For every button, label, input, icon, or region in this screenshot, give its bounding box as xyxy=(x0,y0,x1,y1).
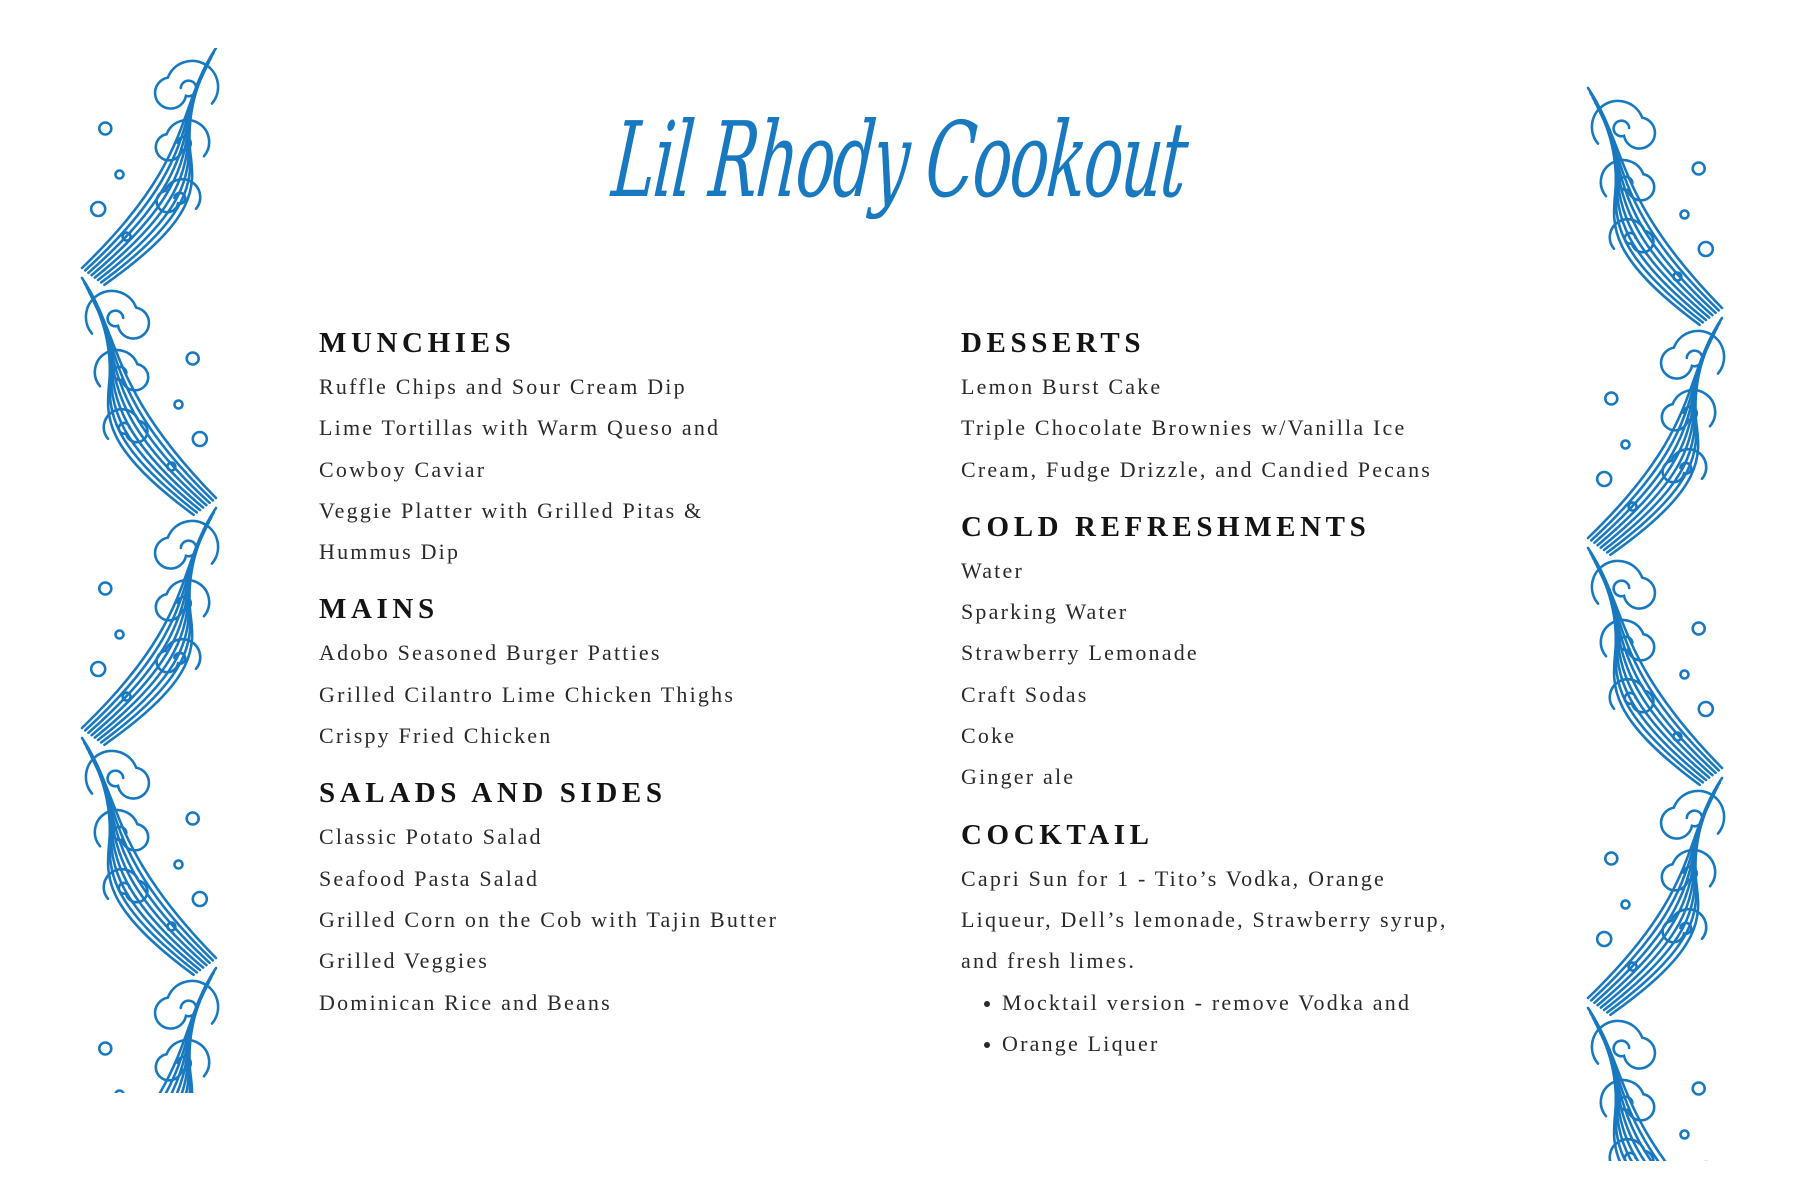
menu-title xyxy=(0,99,1800,221)
menu-item: Lime Tortillas with Warm Queso and xyxy=(319,415,721,441)
menu-item: Grilled Veggies xyxy=(319,948,490,974)
wave-crest xyxy=(1592,1021,1655,1069)
wave-line xyxy=(85,513,213,731)
wave-line xyxy=(82,738,216,958)
wave-crest xyxy=(1661,791,1724,839)
section-heading: COCKTAIL xyxy=(961,818,1154,851)
menu-item: Coke xyxy=(961,723,1017,749)
wave-pattern-icon xyxy=(1584,48,1726,1161)
mocktail-note-line: Mocktail version - remove Vodka and xyxy=(1002,982,1521,1023)
wave-line xyxy=(104,542,199,745)
menu-item: Ginger ale xyxy=(961,764,1076,790)
bubble-icon xyxy=(116,171,124,179)
wave-crest xyxy=(1661,331,1724,379)
menu-item: Hummus Dip xyxy=(319,539,461,565)
menu-item: Ruffle Chips and Sour Cream Dip xyxy=(319,374,687,399)
wave-crest xyxy=(155,521,218,569)
wave-line xyxy=(104,82,199,285)
wave-line xyxy=(1588,88,1722,308)
menu-column-right xyxy=(961,320,1521,1084)
wave-line xyxy=(1591,323,1719,541)
bubble-icon xyxy=(91,662,105,676)
wave-line xyxy=(1590,93,1718,311)
section-heading: COLD REFRESHMENTS xyxy=(961,510,1371,543)
bubble-icon xyxy=(187,813,199,825)
bubble-icon xyxy=(99,1043,111,1055)
bubble-icon xyxy=(1597,932,1611,946)
wave-line xyxy=(1590,1013,1718,1161)
menu-item: Adobo Seasoned Burger Patties xyxy=(319,640,662,666)
bubble-icon xyxy=(1693,1083,1705,1095)
bubble-icon xyxy=(1622,901,1630,909)
bubble-icon xyxy=(1681,1131,1689,1139)
menu-section-cold-refreshments xyxy=(961,504,1521,798)
bubble-icon xyxy=(1622,441,1630,449)
menu-item: Water xyxy=(961,557,1024,583)
bubble-icon xyxy=(1693,623,1705,635)
section-heading: MAINS xyxy=(319,593,439,626)
mocktail-note-line: Orange Liquer xyxy=(1002,1023,1521,1064)
bubble-icon xyxy=(99,583,111,595)
menu-item: Classic Potato Salad xyxy=(319,824,543,850)
menu-item: Cowboy Caviar xyxy=(319,456,487,482)
wave-line xyxy=(1591,783,1719,1001)
bubble-icon xyxy=(175,401,183,409)
wave-crest xyxy=(155,61,218,109)
wave-line xyxy=(1610,352,1705,555)
wave-crest xyxy=(155,981,218,1029)
menu-item: Capri Sun for 1 - Tito’s Vodka, Orange xyxy=(961,865,1387,891)
right-wave-border xyxy=(1584,48,1726,1161)
menu-item: Liqueur, Dell’s lemonade, Strawberry syrup, xyxy=(961,906,1448,932)
bubble-icon xyxy=(1693,163,1705,175)
bubble-icon xyxy=(1673,273,1681,281)
bubble-icon xyxy=(116,1091,124,1094)
wave-line xyxy=(1590,553,1718,771)
menu-item: Lemon Burst Cake xyxy=(961,374,1163,399)
bubble-icon xyxy=(91,202,105,216)
bubble-icon xyxy=(167,463,175,471)
bubble-icon xyxy=(187,353,199,365)
bubble-icon xyxy=(1681,211,1689,219)
menu-item: Crispy Fried Chicken xyxy=(319,723,553,749)
bubble-icon xyxy=(1699,242,1713,256)
wave-line xyxy=(82,968,216,1093)
bubble-icon xyxy=(1605,393,1617,405)
wave-crest xyxy=(1592,101,1655,149)
menu-section-munchies xyxy=(319,320,859,572)
wave-crest xyxy=(86,291,149,339)
bubble-icon xyxy=(116,631,124,639)
wave-line xyxy=(82,278,216,498)
menu-item: Dominican Rice and Beans xyxy=(319,989,612,1015)
wave-line xyxy=(88,978,211,1093)
wave-group xyxy=(82,48,218,1093)
bubble-icon xyxy=(1673,733,1681,741)
wave-crest xyxy=(1592,561,1655,609)
bubble-icon xyxy=(1597,472,1611,486)
menu-section-desserts xyxy=(961,320,1521,490)
section-heading: MUNCHIES xyxy=(319,327,516,359)
bubble-icon xyxy=(99,123,111,135)
menu-section-salads-and-sides xyxy=(319,770,859,1022)
bubble-icon xyxy=(1681,671,1689,679)
bubble-icon xyxy=(1699,702,1713,716)
wave-line xyxy=(1593,1018,1716,1161)
menu-item: Strawberry Lemonade xyxy=(961,640,1199,666)
left-wave-border xyxy=(78,48,220,1093)
menu-item: Seafood Pasta Salad xyxy=(319,865,540,891)
menu-item: Grilled Corn on the Cob with Tajin Butter xyxy=(319,906,779,932)
wave-line xyxy=(1610,812,1705,1015)
bubble-icon xyxy=(193,432,207,446)
wave-group xyxy=(1588,88,1724,1161)
menu-item: Craft Sodas xyxy=(961,681,1089,707)
section-heading: DESSERTS xyxy=(961,327,1146,359)
wave-line xyxy=(85,973,213,1093)
mocktail-note-list xyxy=(961,982,1521,1065)
menu-column-left xyxy=(319,320,859,1043)
menu-item: Triple Chocolate Brownies w/Vanilla Ice xyxy=(961,415,1407,441)
bubble-icon xyxy=(175,861,183,869)
menu-item: Grilled Cilantro Lime Chicken Thighs xyxy=(319,681,736,707)
wave-line xyxy=(85,53,213,271)
wave-line xyxy=(84,743,212,961)
wave-crest xyxy=(86,751,149,799)
menu-section-cocktail xyxy=(961,812,1521,1064)
bubble-icon xyxy=(193,892,207,906)
menu-title-text: Lil Rhody Cookout xyxy=(608,99,1192,221)
wave-line xyxy=(84,283,212,501)
bubble-icon xyxy=(1605,853,1617,865)
menu-item: Sparking Water xyxy=(961,599,1129,625)
menu-section-mains xyxy=(319,586,859,756)
menu-item: Cream, Fudge Drizzle, and Candied Pecans xyxy=(961,456,1433,482)
section-heading: SALADS AND SIDES xyxy=(319,777,667,810)
menu-item: Veggie Platter with Grilled Pitas & xyxy=(319,497,704,523)
wave-pattern-icon xyxy=(78,48,220,1093)
menu-item: and fresh limes. xyxy=(961,948,1137,974)
wave-line xyxy=(1588,548,1722,768)
bubble-icon xyxy=(167,923,175,931)
